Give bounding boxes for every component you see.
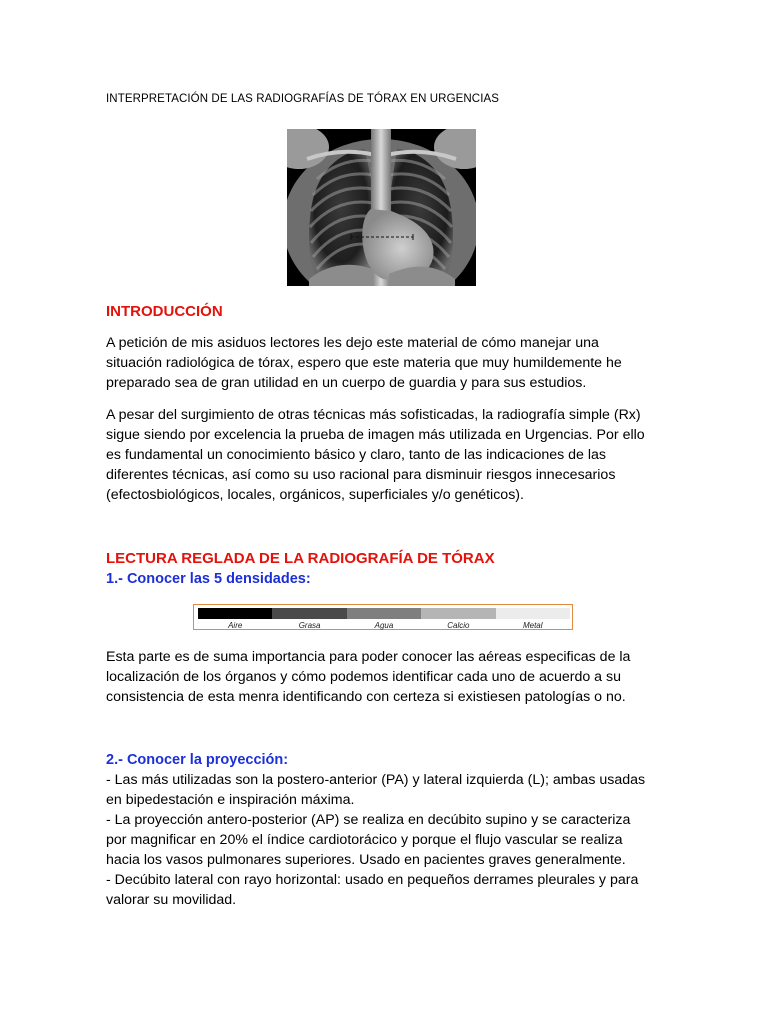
text-line: por magnificar en 20% el índice cardiotorácico y porque el flujo vascular se realiza — [106, 832, 623, 848]
section-1-paragraph — [106, 647, 666, 707]
text-line: Esta parte es de suma importancia para poder conocer las aéreas especificas de la — [106, 649, 631, 665]
text-line: hacia los vasos pulmonares superiores. Usado en pacientes graves generalmente. — [106, 852, 626, 868]
density-label: Agua — [374, 621, 394, 630]
density-label: Grasa — [298, 621, 321, 630]
section-2-paragraph — [106, 770, 666, 910]
density-bar-grasa — [272, 608, 346, 619]
lectura-heading: LECTURA REGLADA DE LA RADIOGRAFÍA DE TÓRAX — [106, 550, 495, 567]
text-line: localización de los órganos y cómo podemos identificar cada uno de acuerdo a su — [106, 669, 622, 685]
text-line: es fundamental un conocimiento básico y claro, tanto de las indicaciones de las — [106, 447, 607, 463]
section-1-heading: 1.- Conocer las 5 densidades: — [106, 571, 311, 587]
text-line: - La proyección antero-posterior (AP) se realiza en decúbito supino y se caracteriza — [106, 812, 631, 828]
text-line: A petición de mis asiduos lectores les dejo este material de cómo manejar una — [106, 335, 599, 351]
text-line: sigue siendo por excelencia la prueba de imagen más utilizada en Urgencias. Por ello — [106, 427, 645, 443]
intro-paragraph-2 — [106, 405, 666, 505]
text-line: - Decúbito lateral con rayo horizontal: usado en pequeños derrames pleurales y para — [106, 872, 639, 888]
intro-paragraph-1 — [106, 333, 666, 393]
density-label: Aire — [228, 621, 243, 630]
density-bars — [198, 608, 570, 619]
text-line: preparado sea de gran utilidad en un cuerpo de guardia y para sus estudios. — [106, 375, 587, 391]
density-scale — [193, 604, 573, 630]
text-line: (efectosbiológicos, locales, orgánicos, superficiales y/o genéticos). — [106, 487, 524, 503]
text-line: diferentes técnicas, así como su uso racional para disminuir riesgos innecesarios — [106, 467, 616, 483]
density-bar-aire — [198, 608, 272, 619]
text-line: situación radiológica de tórax, espero que este materia que muy humildemente he — [106, 355, 622, 371]
document-title: INTERPRETACIÓN DE LAS RADIOGRAFÍAS DE TÓRAX EN URGENCIAS — [106, 93, 500, 105]
density-label: Calcio — [447, 621, 470, 630]
text-line: en bipedestación e inspiración máxima. — [106, 792, 355, 808]
text-line: A pesar del surgimiento de otras técnicas más sofisticadas, la radiografía simple (Rx) — [106, 407, 641, 423]
text-line: valorar su movilidad. — [106, 892, 237, 908]
section-2-heading: 2.- Conocer la proyección: — [106, 752, 289, 768]
density-bar-metal — [496, 608, 570, 619]
density-bar-agua — [347, 608, 421, 619]
chest-xray-image — [287, 129, 476, 286]
intro-heading: INTRODUCCIÓN — [106, 303, 223, 320]
text-line: consistencia de esta menra identificando con certeza si existiesen patologías o no. — [106, 689, 626, 705]
density-bar-calcio — [421, 608, 495, 619]
density-labels — [198, 621, 570, 630]
density-label: Metal — [522, 621, 543, 630]
text-line: - Las más utilizadas son la postero-anterior (PA) y lateral izquierda (L); ambas usadas — [106, 772, 646, 788]
